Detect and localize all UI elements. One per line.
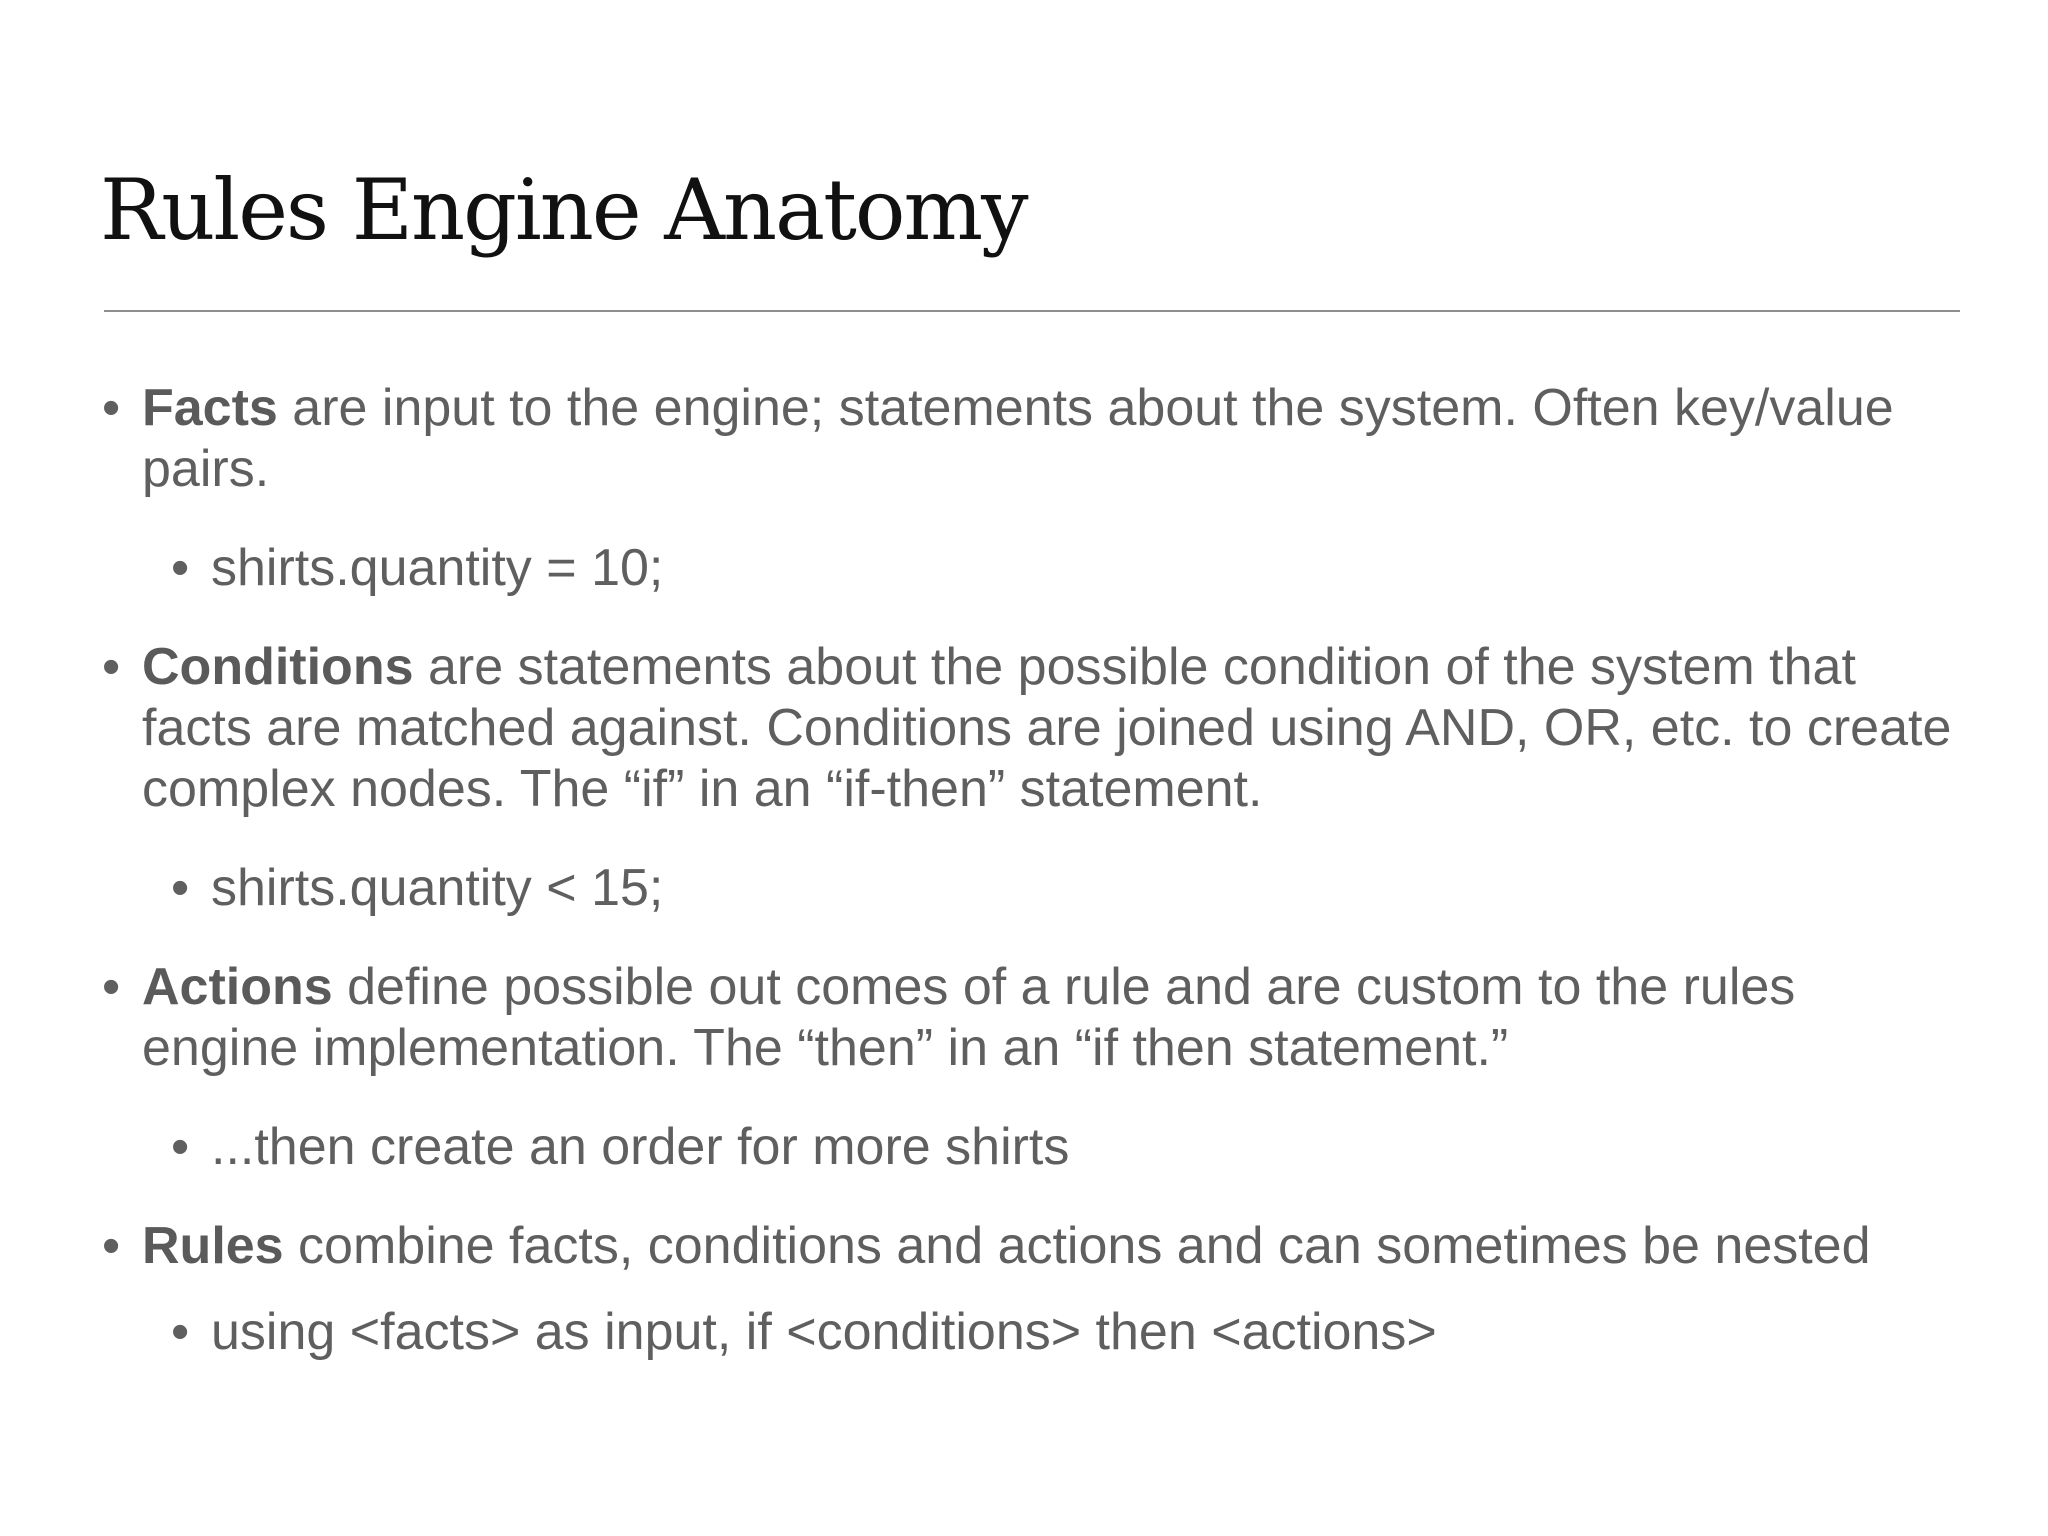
example-rules: using <facts> as input, if <conditions> then <actions> — [211, 1303, 1437, 1361]
bullet-item-actions — [100, 957, 1960, 1079]
bullet-icon: • — [171, 859, 190, 917]
sub-bullet-rules — [169, 1302, 1960, 1363]
example-conditions: shirts.quantity < 15; — [211, 859, 664, 917]
bullet-icon: • — [171, 1303, 190, 1361]
sub-bullet-actions — [169, 1117, 1960, 1178]
bullet-item-facts — [100, 378, 1960, 500]
bullet-item-rules — [100, 1216, 1960, 1277]
example-actions: ...then create an order for more shirts — [211, 1118, 1070, 1176]
bullet-item-conditions — [100, 637, 1960, 820]
slide-title: Rules Engine Anatomy — [100, 161, 1027, 259]
bullet-icon: • — [102, 638, 121, 696]
bullet-icon: • — [171, 1118, 190, 1176]
bullet-icon: • — [102, 379, 121, 437]
bullet-list — [100, 378, 1960, 1363]
bullet-icon: • — [102, 958, 121, 1016]
title-divider — [104, 310, 1960, 312]
term-facts: Facts — [142, 379, 278, 437]
description-facts: are input to the engine; statements about the system. Often key/value pairs. — [142, 379, 1894, 498]
description-actions: define possible out comes of a rule and are custom to the rules engine implementation. The “then” in an “if then statement.” — [142, 958, 1796, 1077]
sub-bullet-facts — [169, 538, 1960, 599]
term-rules: Rules — [142, 1217, 284, 1275]
bullet-icon: • — [171, 539, 190, 597]
term-conditions: Conditions — [142, 638, 414, 696]
description-rules: combine facts, conditions and actions and can sometimes be nested — [283, 1217, 1871, 1275]
bullet-icon: • — [102, 1217, 121, 1275]
example-facts: shirts.quantity = 10; — [211, 539, 664, 597]
description-conditions: are statements about the possible condition of the system that facts are matched against. Conditions are joined using AND, OR, etc. to create complex nodes. The “if” in an “if-then” statement. — [142, 638, 1952, 818]
term-actions: Actions — [142, 958, 333, 1016]
sub-bullet-conditions — [169, 858, 1960, 919]
